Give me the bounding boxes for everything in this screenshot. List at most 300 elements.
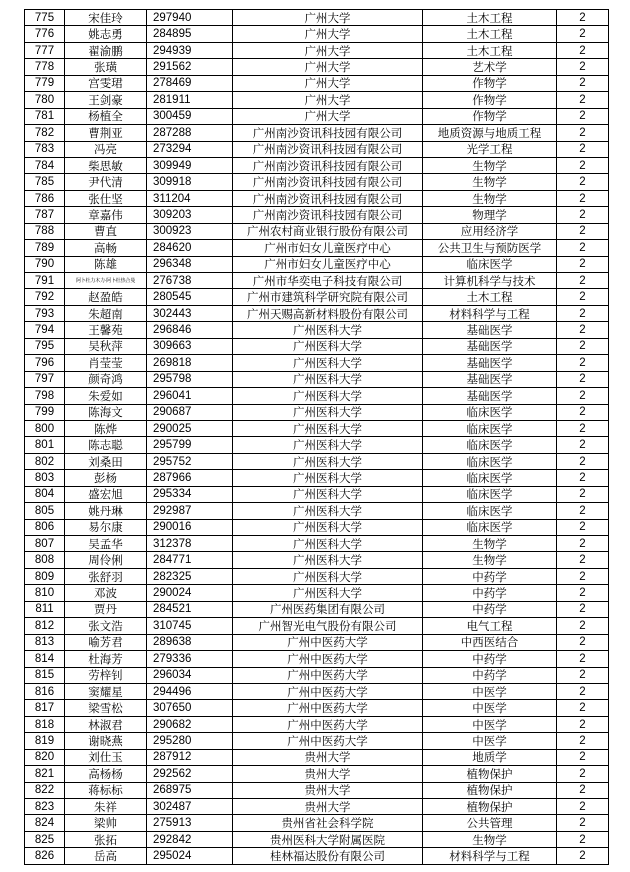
table-row — [25, 831, 609, 847]
count-cell: 2 — [557, 519, 609, 535]
count-cell: 2 — [557, 618, 609, 634]
id-number-cell: 280545 — [147, 289, 233, 305]
row-index-cell: 780 — [25, 92, 65, 108]
name-cell: 劳梓钊 — [65, 667, 147, 683]
major-cell: 植物保护 — [423, 766, 557, 782]
name-cell: 吴秋萍 — [65, 338, 147, 354]
name-cell: 朱祥 — [65, 799, 147, 815]
organization-cell: 广州市华奕电子科技有限公司 — [233, 273, 423, 289]
id-number-cell: 279336 — [147, 651, 233, 667]
organization-cell: 贵州省社会科学院 — [233, 815, 423, 831]
id-number-cell: 296348 — [147, 256, 233, 272]
name-cell: 陈志聪 — [65, 437, 147, 453]
id-number-cell: 290025 — [147, 420, 233, 436]
row-index-cell: 809 — [25, 568, 65, 584]
organization-cell: 桂林福达股份有限公司 — [233, 848, 423, 864]
name-cell: 张拓 — [65, 831, 147, 847]
name-cell: 刘仕玉 — [65, 749, 147, 765]
count-cell: 2 — [557, 141, 609, 157]
count-cell: 2 — [557, 536, 609, 552]
id-number-cell: 287966 — [147, 470, 233, 486]
count-cell: 2 — [557, 799, 609, 815]
organization-cell: 广州医科大学 — [233, 371, 423, 387]
major-cell: 地质资源与地质工程 — [423, 125, 557, 141]
name-cell: 阿卜杜力木力·阿卜杜热合曼 — [65, 273, 147, 289]
organization-cell: 广州智光电气股份有限公司 — [233, 618, 423, 634]
major-cell: 土木工程 — [423, 42, 557, 58]
count-cell: 2 — [557, 371, 609, 387]
count-cell: 2 — [557, 125, 609, 141]
organization-cell: 广州中医药大学 — [233, 651, 423, 667]
id-number-cell: 295752 — [147, 453, 233, 469]
row-index-cell: 794 — [25, 322, 65, 338]
name-cell: 林淑君 — [65, 716, 147, 732]
id-number-cell: 294496 — [147, 683, 233, 699]
table-row — [25, 289, 609, 305]
name-cell: 蒋标标 — [65, 782, 147, 798]
row-index-cell: 813 — [25, 634, 65, 650]
count-cell: 2 — [557, 552, 609, 568]
row-index-cell: 803 — [25, 470, 65, 486]
major-cell: 基础医学 — [423, 371, 557, 387]
major-cell: 生物学 — [423, 552, 557, 568]
major-cell: 生物学 — [423, 536, 557, 552]
major-cell: 材料科学与工程 — [423, 305, 557, 321]
name-cell: 肖莹莹 — [65, 355, 147, 371]
major-cell: 材料科学与工程 — [423, 848, 557, 864]
id-number-cell: 287288 — [147, 125, 233, 141]
major-cell: 地质学 — [423, 749, 557, 765]
name-cell: 陈雄 — [65, 256, 147, 272]
row-index-cell: 822 — [25, 782, 65, 798]
organization-cell: 广州医科大学 — [233, 453, 423, 469]
id-number-cell: 295799 — [147, 437, 233, 453]
count-cell: 2 — [557, 273, 609, 289]
row-index-cell: 779 — [25, 75, 65, 91]
count-cell: 2 — [557, 651, 609, 667]
row-index-cell: 807 — [25, 536, 65, 552]
name-cell: 翟渝鹏 — [65, 42, 147, 58]
organization-cell: 广州大学 — [233, 92, 423, 108]
table-row — [25, 782, 609, 798]
table-row — [25, 338, 609, 354]
organization-cell: 广州医科大学 — [233, 404, 423, 420]
id-number-cell: 307650 — [147, 700, 233, 716]
id-number-cell: 273294 — [147, 141, 233, 157]
id-number-cell: 291562 — [147, 59, 233, 75]
id-number-cell: 287912 — [147, 749, 233, 765]
row-index-cell: 826 — [25, 848, 65, 864]
table-row — [25, 651, 609, 667]
id-number-cell: 284620 — [147, 240, 233, 256]
row-index-cell: 777 — [25, 42, 65, 58]
table-row — [25, 536, 609, 552]
count-cell: 2 — [557, 848, 609, 864]
table-row — [25, 486, 609, 502]
row-index-cell: 818 — [25, 716, 65, 732]
id-number-cell: 300459 — [147, 108, 233, 124]
count-cell: 2 — [557, 782, 609, 798]
count-cell: 2 — [557, 667, 609, 683]
id-number-cell: 290016 — [147, 519, 233, 535]
major-cell: 电气工程 — [423, 618, 557, 634]
table-row — [25, 766, 609, 782]
roster-table-body — [25, 10, 609, 865]
major-cell: 公共管理 — [423, 815, 557, 831]
row-index-cell: 800 — [25, 420, 65, 436]
row-index-cell: 775 — [25, 10, 65, 26]
name-cell: 窦耀星 — [65, 683, 147, 699]
organization-cell: 广州天赐高新材料股份有限公司 — [233, 305, 423, 321]
count-cell: 2 — [557, 305, 609, 321]
row-index-cell: 782 — [25, 125, 65, 141]
major-cell: 中药学 — [423, 568, 557, 584]
id-number-cell: 292842 — [147, 831, 233, 847]
major-cell: 中药学 — [423, 667, 557, 683]
major-cell: 计算机科学与技术 — [423, 273, 557, 289]
count-cell: 2 — [557, 240, 609, 256]
id-number-cell: 292562 — [147, 766, 233, 782]
organization-cell: 广州市建筑科学研究院有限公司 — [233, 289, 423, 305]
id-number-cell: 309203 — [147, 207, 233, 223]
row-index-cell: 823 — [25, 799, 65, 815]
organization-cell: 广州医科大学 — [233, 585, 423, 601]
name-cell: 喻芳君 — [65, 634, 147, 650]
count-cell: 2 — [557, 388, 609, 404]
table-row — [25, 733, 609, 749]
name-cell: 张仕坚 — [65, 190, 147, 206]
organization-cell: 贵州大学 — [233, 799, 423, 815]
row-index-cell: 812 — [25, 618, 65, 634]
major-cell: 土木工程 — [423, 26, 557, 42]
name-cell: 陈烨 — [65, 420, 147, 436]
id-number-cell: 284895 — [147, 26, 233, 42]
count-cell: 2 — [557, 503, 609, 519]
table-row — [25, 848, 609, 864]
row-index-cell: 787 — [25, 207, 65, 223]
row-index-cell: 799 — [25, 404, 65, 420]
id-number-cell: 281911 — [147, 92, 233, 108]
id-number-cell: 302487 — [147, 799, 233, 815]
id-number-cell: 290682 — [147, 716, 233, 732]
row-index-cell: 810 — [25, 585, 65, 601]
major-cell: 基础医学 — [423, 322, 557, 338]
id-number-cell: 292987 — [147, 503, 233, 519]
organization-cell: 广州医科大学 — [233, 420, 423, 436]
row-index-cell: 801 — [25, 437, 65, 453]
major-cell: 临床医学 — [423, 256, 557, 272]
count-cell: 2 — [557, 10, 609, 26]
major-cell: 临床医学 — [423, 453, 557, 469]
organization-cell: 广州医科大学 — [233, 503, 423, 519]
count-cell: 2 — [557, 404, 609, 420]
row-index-cell: 814 — [25, 651, 65, 667]
major-cell: 中药学 — [423, 651, 557, 667]
row-index-cell: 796 — [25, 355, 65, 371]
major-cell: 中药学 — [423, 601, 557, 617]
table-row — [25, 585, 609, 601]
major-cell: 作物学 — [423, 92, 557, 108]
name-cell: 姚丹琳 — [65, 503, 147, 519]
major-cell: 临床医学 — [423, 486, 557, 502]
count-cell: 2 — [557, 683, 609, 699]
table-row — [25, 470, 609, 486]
table-row — [25, 141, 609, 157]
count-cell: 2 — [557, 207, 609, 223]
id-number-cell: 290687 — [147, 404, 233, 420]
row-index-cell: 798 — [25, 388, 65, 404]
name-cell: 尹代清 — [65, 174, 147, 190]
name-cell: 周伶俐 — [65, 552, 147, 568]
table-row — [25, 519, 609, 535]
table-row — [25, 92, 609, 108]
row-index-cell: 791 — [25, 273, 65, 289]
organization-cell: 贵州医科大学附属医院 — [233, 831, 423, 847]
major-cell: 应用经济学 — [423, 223, 557, 239]
organization-cell: 广州南沙资讯科技园有限公司 — [233, 157, 423, 173]
organization-cell: 广州中医药大学 — [233, 683, 423, 699]
id-number-cell: 296846 — [147, 322, 233, 338]
row-index-cell: 795 — [25, 338, 65, 354]
id-number-cell: 295024 — [147, 848, 233, 864]
row-index-cell: 817 — [25, 700, 65, 716]
row-index-cell: 815 — [25, 667, 65, 683]
name-cell: 柴思敏 — [65, 157, 147, 173]
table-row — [25, 634, 609, 650]
organization-cell: 广州中医药大学 — [233, 716, 423, 732]
major-cell: 作物学 — [423, 75, 557, 91]
table-row — [25, 240, 609, 256]
major-cell: 中医学 — [423, 700, 557, 716]
table-row — [25, 157, 609, 173]
row-index-cell: 776 — [25, 26, 65, 42]
row-index-cell: 825 — [25, 831, 65, 847]
name-cell: 王馨苑 — [65, 322, 147, 338]
organization-cell: 广州大学 — [233, 108, 423, 124]
name-cell: 盛宏旭 — [65, 486, 147, 502]
row-index-cell: 790 — [25, 256, 65, 272]
table-row — [25, 601, 609, 617]
id-number-cell: 278469 — [147, 75, 233, 91]
count-cell: 2 — [557, 420, 609, 436]
row-index-cell: 797 — [25, 371, 65, 387]
count-cell: 2 — [557, 338, 609, 354]
organization-cell: 广州医科大学 — [233, 388, 423, 404]
name-cell: 邓波 — [65, 585, 147, 601]
organization-cell: 广州大学 — [233, 10, 423, 26]
id-number-cell: 268975 — [147, 782, 233, 798]
count-cell: 2 — [557, 815, 609, 831]
name-cell: 彭杨 — [65, 470, 147, 486]
organization-cell: 广州中医药大学 — [233, 634, 423, 650]
count-cell: 2 — [557, 831, 609, 847]
count-cell: 2 — [557, 453, 609, 469]
count-cell: 2 — [557, 634, 609, 650]
id-number-cell: 296034 — [147, 667, 233, 683]
name-cell: 陈海文 — [65, 404, 147, 420]
id-number-cell: 300923 — [147, 223, 233, 239]
count-cell: 2 — [557, 486, 609, 502]
table-row — [25, 667, 609, 683]
major-cell: 中西医结合 — [423, 634, 557, 650]
row-index-cell: 781 — [25, 108, 65, 124]
table-row — [25, 371, 609, 387]
name-cell: 梁雪松 — [65, 700, 147, 716]
count-cell: 2 — [557, 157, 609, 173]
name-cell: 章嘉伟 — [65, 207, 147, 223]
organization-cell: 贵州大学 — [233, 766, 423, 782]
table-row — [25, 59, 609, 75]
name-cell: 刘桑田 — [65, 453, 147, 469]
organization-cell: 广州医药集团有限公司 — [233, 601, 423, 617]
count-cell: 2 — [557, 190, 609, 206]
count-cell: 2 — [557, 59, 609, 75]
name-cell: 高畅 — [65, 240, 147, 256]
table-row — [25, 799, 609, 815]
table-row — [25, 273, 609, 289]
organization-cell: 广州大学 — [233, 42, 423, 58]
organization-cell: 广州市妇女儿童医疗中心 — [233, 240, 423, 256]
count-cell: 2 — [557, 470, 609, 486]
name-cell: 吴孟华 — [65, 536, 147, 552]
id-number-cell: 312378 — [147, 536, 233, 552]
count-cell: 2 — [557, 42, 609, 58]
organization-cell: 广州南沙资讯科技园有限公司 — [233, 141, 423, 157]
table-row — [25, 749, 609, 765]
organization-cell: 广州南沙资讯科技园有限公司 — [233, 207, 423, 223]
organization-cell: 广州南沙资讯科技园有限公司 — [233, 174, 423, 190]
organization-cell: 广州医科大学 — [233, 536, 423, 552]
row-index-cell: 808 — [25, 552, 65, 568]
row-index-cell: 784 — [25, 157, 65, 173]
organization-cell: 广州大学 — [233, 75, 423, 91]
table-row — [25, 815, 609, 831]
id-number-cell: 282325 — [147, 568, 233, 584]
major-cell: 临床医学 — [423, 503, 557, 519]
organization-cell: 广州医科大学 — [233, 552, 423, 568]
id-number-cell: 289638 — [147, 634, 233, 650]
major-cell: 作物学 — [423, 108, 557, 124]
id-number-cell: 284771 — [147, 552, 233, 568]
id-number-cell: 310745 — [147, 618, 233, 634]
organization-cell: 广州医科大学 — [233, 338, 423, 354]
row-index-cell: 792 — [25, 289, 65, 305]
table-row — [25, 190, 609, 206]
name-cell: 高杨杨 — [65, 766, 147, 782]
table-row — [25, 355, 609, 371]
major-cell: 基础医学 — [423, 388, 557, 404]
name-cell: 杨植全 — [65, 108, 147, 124]
id-number-cell: 294939 — [147, 42, 233, 58]
table-row — [25, 174, 609, 190]
row-index-cell: 802 — [25, 453, 65, 469]
table-row — [25, 125, 609, 141]
row-index-cell: 824 — [25, 815, 65, 831]
major-cell: 中药学 — [423, 585, 557, 601]
organization-cell: 广州大学 — [233, 26, 423, 42]
row-index-cell: 805 — [25, 503, 65, 519]
id-number-cell: 296041 — [147, 388, 233, 404]
table-row — [25, 420, 609, 436]
count-cell: 2 — [557, 26, 609, 42]
table-row — [25, 437, 609, 453]
name-cell: 冯亮 — [65, 141, 147, 157]
major-cell: 基础医学 — [423, 338, 557, 354]
major-cell: 临床医学 — [423, 519, 557, 535]
table-row — [25, 716, 609, 732]
major-cell: 光学工程 — [423, 141, 557, 157]
row-index-cell: 816 — [25, 683, 65, 699]
table-row — [25, 75, 609, 91]
table-row — [25, 42, 609, 58]
major-cell: 物理学 — [423, 207, 557, 223]
table-row — [25, 453, 609, 469]
table-row — [25, 108, 609, 124]
organization-cell: 广州大学 — [233, 59, 423, 75]
count-cell: 2 — [557, 355, 609, 371]
id-number-cell: 295280 — [147, 733, 233, 749]
id-number-cell: 309663 — [147, 338, 233, 354]
name-cell: 宋佳玲 — [65, 10, 147, 26]
table-row — [25, 322, 609, 338]
table-row — [25, 552, 609, 568]
major-cell: 生物学 — [423, 174, 557, 190]
row-index-cell: 804 — [25, 486, 65, 502]
organization-cell: 广州医科大学 — [233, 519, 423, 535]
id-number-cell: 295334 — [147, 486, 233, 502]
row-index-cell: 785 — [25, 174, 65, 190]
row-index-cell: 783 — [25, 141, 65, 157]
id-number-cell: 284521 — [147, 601, 233, 617]
table-row — [25, 223, 609, 239]
name-cell: 王剑豪 — [65, 92, 147, 108]
id-number-cell: 302443 — [147, 305, 233, 321]
count-cell: 2 — [557, 92, 609, 108]
organization-cell: 广州中医药大学 — [233, 700, 423, 716]
organization-cell: 贵州大学 — [233, 782, 423, 798]
table-row — [25, 26, 609, 42]
row-index-cell: 806 — [25, 519, 65, 535]
count-cell: 2 — [557, 749, 609, 765]
row-index-cell: 793 — [25, 305, 65, 321]
major-cell: 中医学 — [423, 683, 557, 699]
table-row — [25, 700, 609, 716]
major-cell: 土木工程 — [423, 10, 557, 26]
major-cell: 生物学 — [423, 190, 557, 206]
name-cell: 曹直 — [65, 223, 147, 239]
row-index-cell: 778 — [25, 59, 65, 75]
id-number-cell: 290024 — [147, 585, 233, 601]
major-cell: 临床医学 — [423, 437, 557, 453]
table-row — [25, 404, 609, 420]
table-row — [25, 568, 609, 584]
id-number-cell: 309949 — [147, 157, 233, 173]
name-cell: 张舒羽 — [65, 568, 147, 584]
table-row — [25, 10, 609, 26]
row-index-cell: 819 — [25, 733, 65, 749]
id-number-cell: 297940 — [147, 10, 233, 26]
row-index-cell: 811 — [25, 601, 65, 617]
id-number-cell: 295798 — [147, 371, 233, 387]
count-cell: 2 — [557, 223, 609, 239]
name-cell: 张璜 — [65, 59, 147, 75]
major-cell: 中医学 — [423, 733, 557, 749]
organization-cell: 广州医科大学 — [233, 486, 423, 502]
name-cell: 岳高 — [65, 848, 147, 864]
count-cell: 2 — [557, 568, 609, 584]
organization-cell: 广州农村商业银行股份有限公司 — [233, 223, 423, 239]
table-row — [25, 683, 609, 699]
